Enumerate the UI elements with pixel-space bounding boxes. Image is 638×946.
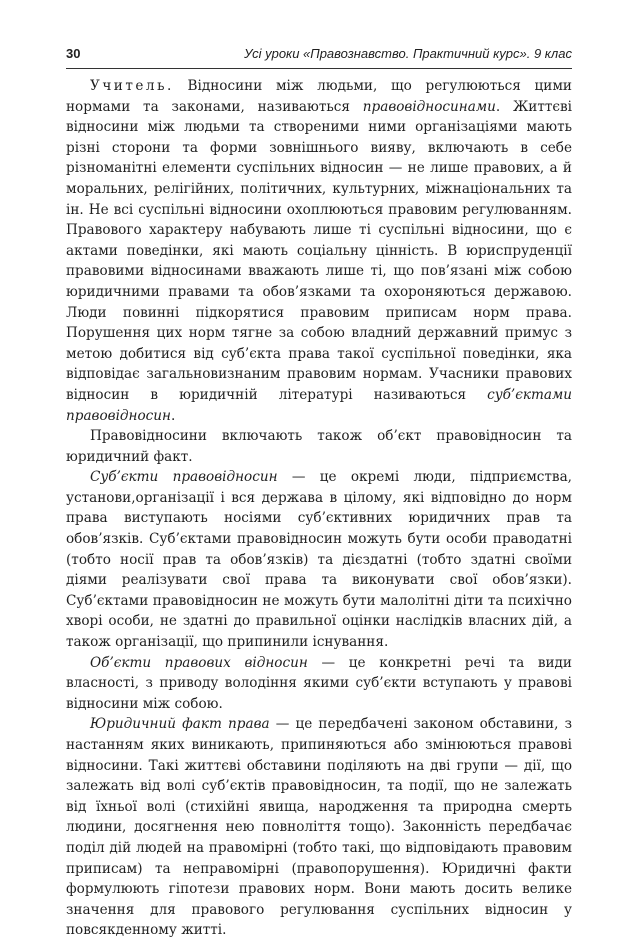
paragraph-text: — це передбачені законом обставини, з настанням яких виникають, припиняються або змінюються правові відносини. Такі життєві обставини поділяють на дві групи — дії, що залежать від волі суб’єктів правовідносин, та події, що не залежать від їхньої волі (стихійні явища, народження та природна смерть людини, досягнення нею повноліття тощо). Законність передбачає поділ дій людей на правомірні (тобто такі, що відповідають правовим приписам) та неправомірні (правопорушення). Юридичні факти формулюють гіпотези правових норм. Вони мають досить велике значення для правового регулювання суспільних відносин у повсякденному житті. — [66, 716, 572, 939]
header-rule — [66, 68, 572, 69]
paragraph-elements — [66, 426, 572, 467]
page-number: 30 — [66, 46, 81, 61]
term-subjects-definition: Суб’єкти правовідносин — [90, 469, 278, 486]
body-text — [66, 76, 572, 941]
speaker-label: Учитель. — [90, 78, 174, 94]
paragraph-legal-fact — [66, 714, 572, 941]
paragraph-text: Правовідносини включають також об’єкт правовідносин та юридичний факт. — [66, 428, 572, 465]
paragraph-objects — [66, 653, 572, 715]
paragraph-end: . — [171, 407, 176, 424]
page-header — [66, 46, 572, 66]
paragraph-subjects — [66, 467, 572, 652]
term-subjects: суб’єктами правовідносин — [66, 386, 572, 424]
running-title: Усі уроки «Правознавство. Практичний курс». 9 клас — [244, 46, 572, 61]
paragraph-text: Відносини між людьми, що регулюються цими нормами та законами, називаються — [66, 78, 572, 115]
term-pravovidnosyny: правовідносинами — [362, 98, 496, 115]
paragraph-teacher — [66, 76, 572, 426]
term-objects: Об’єкти правових відносин — [90, 654, 308, 671]
paragraph-text: — це окремі люди, підприємства, установи,організації і вся держава в цілому, які відповідно до норм права виступають носіями суб’єктивних юридичних прав та обов’язків. Суб’єктами правовідносин можуть бути особи праводатні (тобто носії прав та обов’язків) та дієздатні (тобто здатні своїми діями реалізувати свої права та виконувати свої обов’язки). Суб’єктами правовідносин не можуть бути малолітні діти та психічно хворі особи, не здатні до правильної оцінки наслідків власних дій, а також організації, що припинили існування. — [66, 469, 572, 651]
paragraph-text: . Життєві відносини між людьми та створеними ними організаціями мають різні сторони та форми зовнішнього вияву, включають в себе різноманітні елементи суспільних відносин — не лише правових, а й моральних, релігійних, політичних, культурних, міжнаціональних та ін. Не всі суспільні відносини охоплюються правовим регулюванням. Правового характеру набувають лише ті суспільні відносини, що є актами поведінки, які мають соціальну цінність. В юриспруденції правовими відносинами вважають лише ті, що пов’язані між собою юридичними правами та обов’язками та охороняються державою. Люди повинні підкорятися правовим приписам норм права. Порушення цих норм тягне за собою владний державний примус з метою добитися від суб’єкта права такої суспільної поведінки, яка відповідає загальновизнаним правовим нормам. Учасники правових відносин в юридичній літературі називаються — [66, 98, 573, 403]
paragraph-text: — це конкретні речі та види власності, з приводу володіння якими суб’єкти вступають у правові відносини між собою. — [66, 654, 572, 712]
term-legal-fact: Юридичний факт права — [90, 716, 270, 733]
